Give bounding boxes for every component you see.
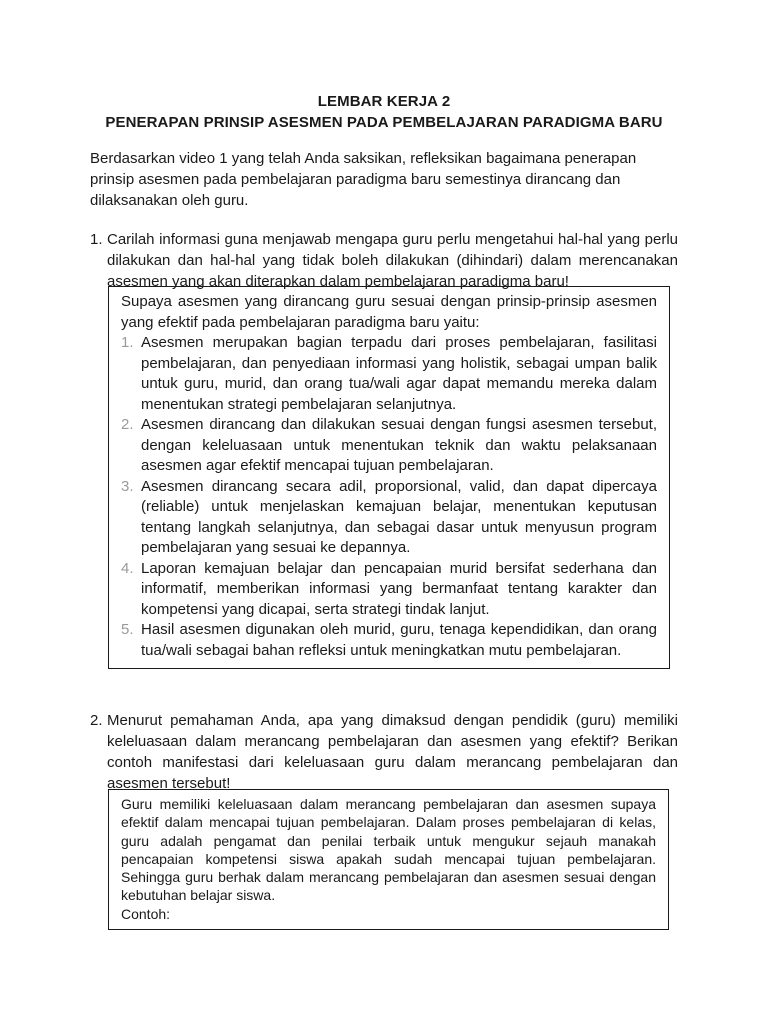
intro-paragraph: Berdasarkan video 1 yang telah Anda saksikan, refleksikan bagaimana penerapan prinsip asesmen pada pembelajaran paradigma baru semestinya dirancang dan dilaksanakan oleh guru. bbox=[90, 150, 637, 209]
list-item-number: 5. bbox=[121, 621, 134, 638]
list-item bbox=[121, 620, 657, 661]
list-item-number: 3. bbox=[121, 477, 134, 495]
question-text: Menurut pemahaman Anda, apa yang dimaksud dengan pendidik (guru) memiliki keleluasaan dalam merancang pembelajaran dan asesmen yang efektif? Berikan contoh manifestasi dari keleluasaan guru dalam merancang pembelajaran dan asesmen tersebut! bbox=[107, 712, 678, 792]
answer-example-label: Contoh: bbox=[121, 905, 171, 922]
answer-text: Guru memiliki keleluasaan dalam merancang pembelajaran dan asesmen supaya efektif dalam mencapai tujuan pembelajaran. Dalam proses pembelajaran di kelas, guru adalah pengamat dan penilai terbaik untuk mengukur sejauh manakah pencapaian kompetensi siswa apakah sudah mencapai tujuan pembelajaran. Sehingga guru berhak dalam merancang pembelajaran dan asesmen sesuai dengan kebutuhan belajar siswa. bbox=[121, 796, 656, 904]
list-item bbox=[121, 477, 657, 559]
list-item bbox=[121, 333, 657, 415]
list-item-text: Asesmen dirancang dan dilakukan sesuai dengan fungsi asesmen tersebut, dengan keleluasaan untuk menentukan teknik dan waktu pelaksanaan asesmen agar efektif mencapai tujuan pembelajaran. bbox=[141, 416, 657, 474]
list-item bbox=[121, 559, 657, 621]
question-1 bbox=[90, 229, 678, 292]
question-2 bbox=[90, 710, 678, 794]
answer-box-1[interactable] bbox=[108, 286, 670, 669]
list-item-number: 2. bbox=[121, 416, 134, 433]
list-item-text: Hasil asesmen digunakan oleh murid, guru, tenaga kependidikan, dan orang tua/wali sebagai bahan refleksi untuk meningkatkan mutu pembelajaran. bbox=[141, 621, 657, 659]
list-item-number: 4. bbox=[121, 559, 134, 577]
list-item-text: Asesmen merupakan bagian terpadu dari proses pembelajaran, fasilitasi pembelajaran, dan penyediaan informasi yang holistik, sebagai umpan balik untuk guru, murid, dan orang tua/wali agar dapat memandu mereka dalam menentukan strategi pembelajaran selanjutnya. bbox=[141, 334, 657, 413]
question-text: Carilah informasi guna menjawab mengapa guru perlu mengetahui hal-hal yang perlu dilakukan dan hal-hal yang tidak boleh dilakukan (dihindari) dalam merencanakan asesmen yang akan diterapkan dalam pembelajaran paradigma baru! bbox=[107, 231, 678, 290]
answer-intro: Supaya asesmen yang dirancang guru sesuai dengan prinsip-prinsip asesmen yang efektif pada pembelajaran paradigma baru yaitu: bbox=[121, 293, 657, 331]
list-item-text: Asesmen dirancang secara adil, proporsional, valid, dan dapat dipercaya (reliable) untuk menjelaskan kemajuan belajar, menentukan keputusan tentang langkah selanjutnya, dan sebagai dasar untuk menyusun program pembelajaran yang sesuai ke depannya. bbox=[141, 477, 657, 556]
question-number: 2. bbox=[90, 712, 103, 729]
worksheet-title: LEMBAR KERJA 2 bbox=[317, 93, 451, 110]
question-number: 1. bbox=[90, 231, 103, 248]
list-item bbox=[121, 415, 657, 477]
worksheet-subtitle: PENERAPAN PRINSIP ASESMEN PADA PEMBELAJARAN PARADIGMA BARU bbox=[105, 114, 663, 131]
principles-list bbox=[121, 333, 657, 661]
list-item-text: Laporan kemajuan belajar dan pencapaian murid bersifat sederhana dan informatif, memberikan informasi yang bermanfaat tentang karakter dan kompetensi yang dicapai, serta strategi tindak lanjut. bbox=[141, 559, 657, 618]
list-item-number: 1. bbox=[121, 334, 134, 351]
answer-box-2[interactable] bbox=[108, 789, 669, 930]
